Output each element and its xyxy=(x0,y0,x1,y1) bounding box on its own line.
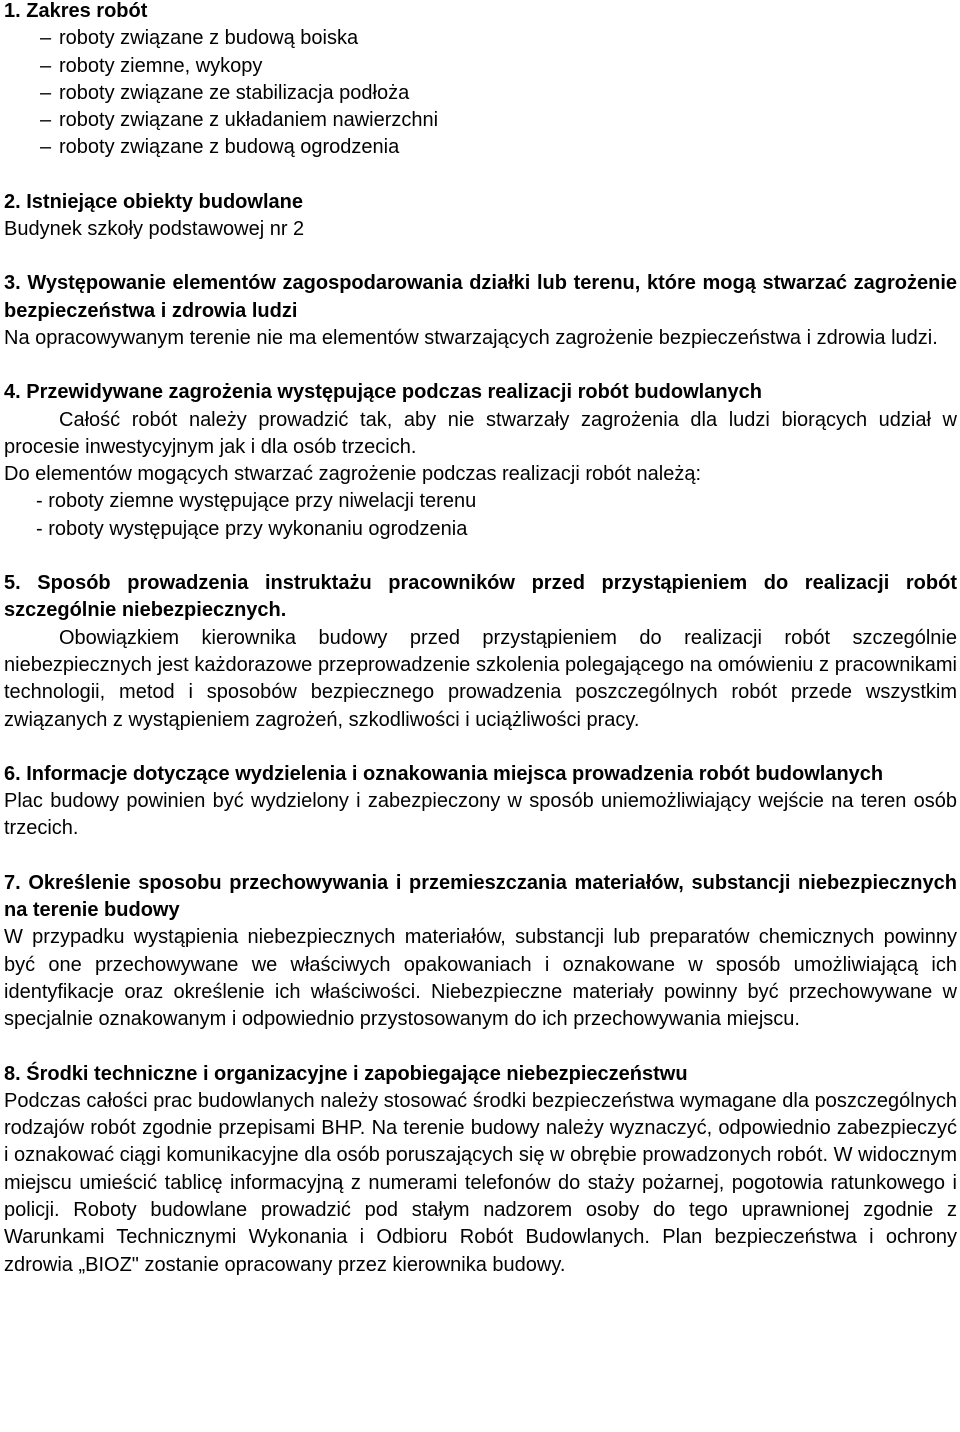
section-heading: 8. Środki techniczne i organizacyjne i zapobiegające niebezpieczeństwu xyxy=(4,1062,688,1085)
section-text: Budynek szkoły podstawowej nr 2 xyxy=(4,218,305,241)
section-scope-of-works xyxy=(4,0,957,162)
section-worker-instruction xyxy=(4,570,957,734)
works-list xyxy=(4,25,957,161)
section-heading: 5. Sposób prowadzenia instruktażu pracowników przed przystąpieniem do realizacji robót szczególnie niebezpiecznych. xyxy=(4,572,957,622)
list-item: – roboty związane z układaniem nawierzchni xyxy=(4,107,957,134)
section-text: W przypadku wystąpienia niebezpiecznych materiałów, substancji lub preparatów chemicznych powinny być one przechowywane we właściwych opakowaniach i oznakowane w sposób umożliwiającą ich identyfikacje oraz określenie ich właściwości. Niebezpieczne materiały powinny być przechowywane w specjalnie oznakowanym i odpowiednio przystosowanym do ich przechowywania miejscu. xyxy=(4,926,957,1031)
section-text: Podczas całości prac budowlanych należy stosować środki bezpieczeństwa wymagane dla poszczególnych rodzajów robót zgodnie przepisami BHP. Na terenie budowy należy wyznaczyć, odpowiednio zabezpieczyć i oznakować ciągi komunikacyjne dla osób poruszających się w obrębie prowadzonych robót. W widocznym miejscu umieścić tablicę informacyjną z numerami telefonów do staży pożarnej, pogotowia ratunkowego i policji. Roboty budowlane prowadzić pod stałym nadzorem osoby do tego uprawnionej zgodnie z Warunkami Technicznymi Wykonania i Odbioru Robót Budowlanych. Plan bezpieczeństwa i ochrony zdrowia „BIOZ" zostanie opracowany przez kierownika budowy. xyxy=(4,1089,957,1276)
section-heading: 3. Występowanie elementów zagospodarowania działki lub terenu, które mogą stwarzać zagrożenie bezpieczeństwa i zdrowia ludzi xyxy=(4,272,957,322)
section-heading: 7. Określenie sposobu przechowywania i przemieszczania materiałów, substancji niebezpiecznych na terenie budowy xyxy=(4,871,957,922)
list-item: – roboty związane ze stabilizacja podłoża xyxy=(4,80,957,107)
section-site-marking xyxy=(4,761,957,843)
section-safety-measures xyxy=(4,1061,957,1279)
hazard-list xyxy=(4,488,957,543)
section-heading: 4. Przewidywane zagrożenia występujące podczas realizacji robót budowlanych xyxy=(4,381,762,404)
list-item: – roboty ziemne, wykopy xyxy=(4,53,957,80)
list-item: – roboty związane z budową boiska xyxy=(4,25,957,52)
section-heading: 2. Istniejące obiekty budowlane xyxy=(4,190,303,213)
section-text: Plac budowy powinien być wydzielony i zabezpieczony w sposób uniemożliwiający wejście na teren osób trzecich. xyxy=(4,790,957,840)
section-heading: 6. Informacje dotyczące wydzielenia i oznakowania miejsca prowadzenia robót budowlanych xyxy=(4,762,884,785)
section-heading: 1. Zakres robót xyxy=(4,0,148,22)
section-hazardous-elements xyxy=(4,270,957,352)
section-paragraph: Całość robót należy prowadzić tak, aby nie stwarzały zagrożenia dla ludzi biorących udział w procesie inwestycyjnym jak i dla osób trzecich. xyxy=(4,408,957,458)
section-hazardous-materials xyxy=(4,870,957,1034)
document-page xyxy=(4,0,957,1306)
section-existing-buildings xyxy=(4,189,957,244)
list-item: - roboty występujące przy wykonaniu ogrodzenia xyxy=(36,517,468,540)
list-item: – roboty związane z budową ogrodzenia xyxy=(4,134,957,161)
section-text: Na opracowywanym terenie nie ma elementów stwarzających zagrożenie bezpieczeństwa i zdrowia ludzi. xyxy=(4,326,938,349)
section-text: Obowiązkiem kierownika budowy przed przystąpieniem do realizacji robót szczególnie niebezpiecznych jest każdorazowe przeprowadzenie szkolenia polegającego na omówieniu z pracownikami technologii, metod i sposobów bezpiecznego prowadzenia poszczególnych robót przede wszystkim związanych z wystąpieniem zagrożeń, szkodliwości i uciążliwości pracy. xyxy=(4,626,957,731)
section-expected-hazards xyxy=(4,379,957,543)
section-paragraph: Do elementów mogących stwarzać zagrożenie podczas realizacji robót należą: xyxy=(4,463,702,486)
list-item: - roboty ziemne występujące przy niwelacji terenu xyxy=(36,490,477,513)
